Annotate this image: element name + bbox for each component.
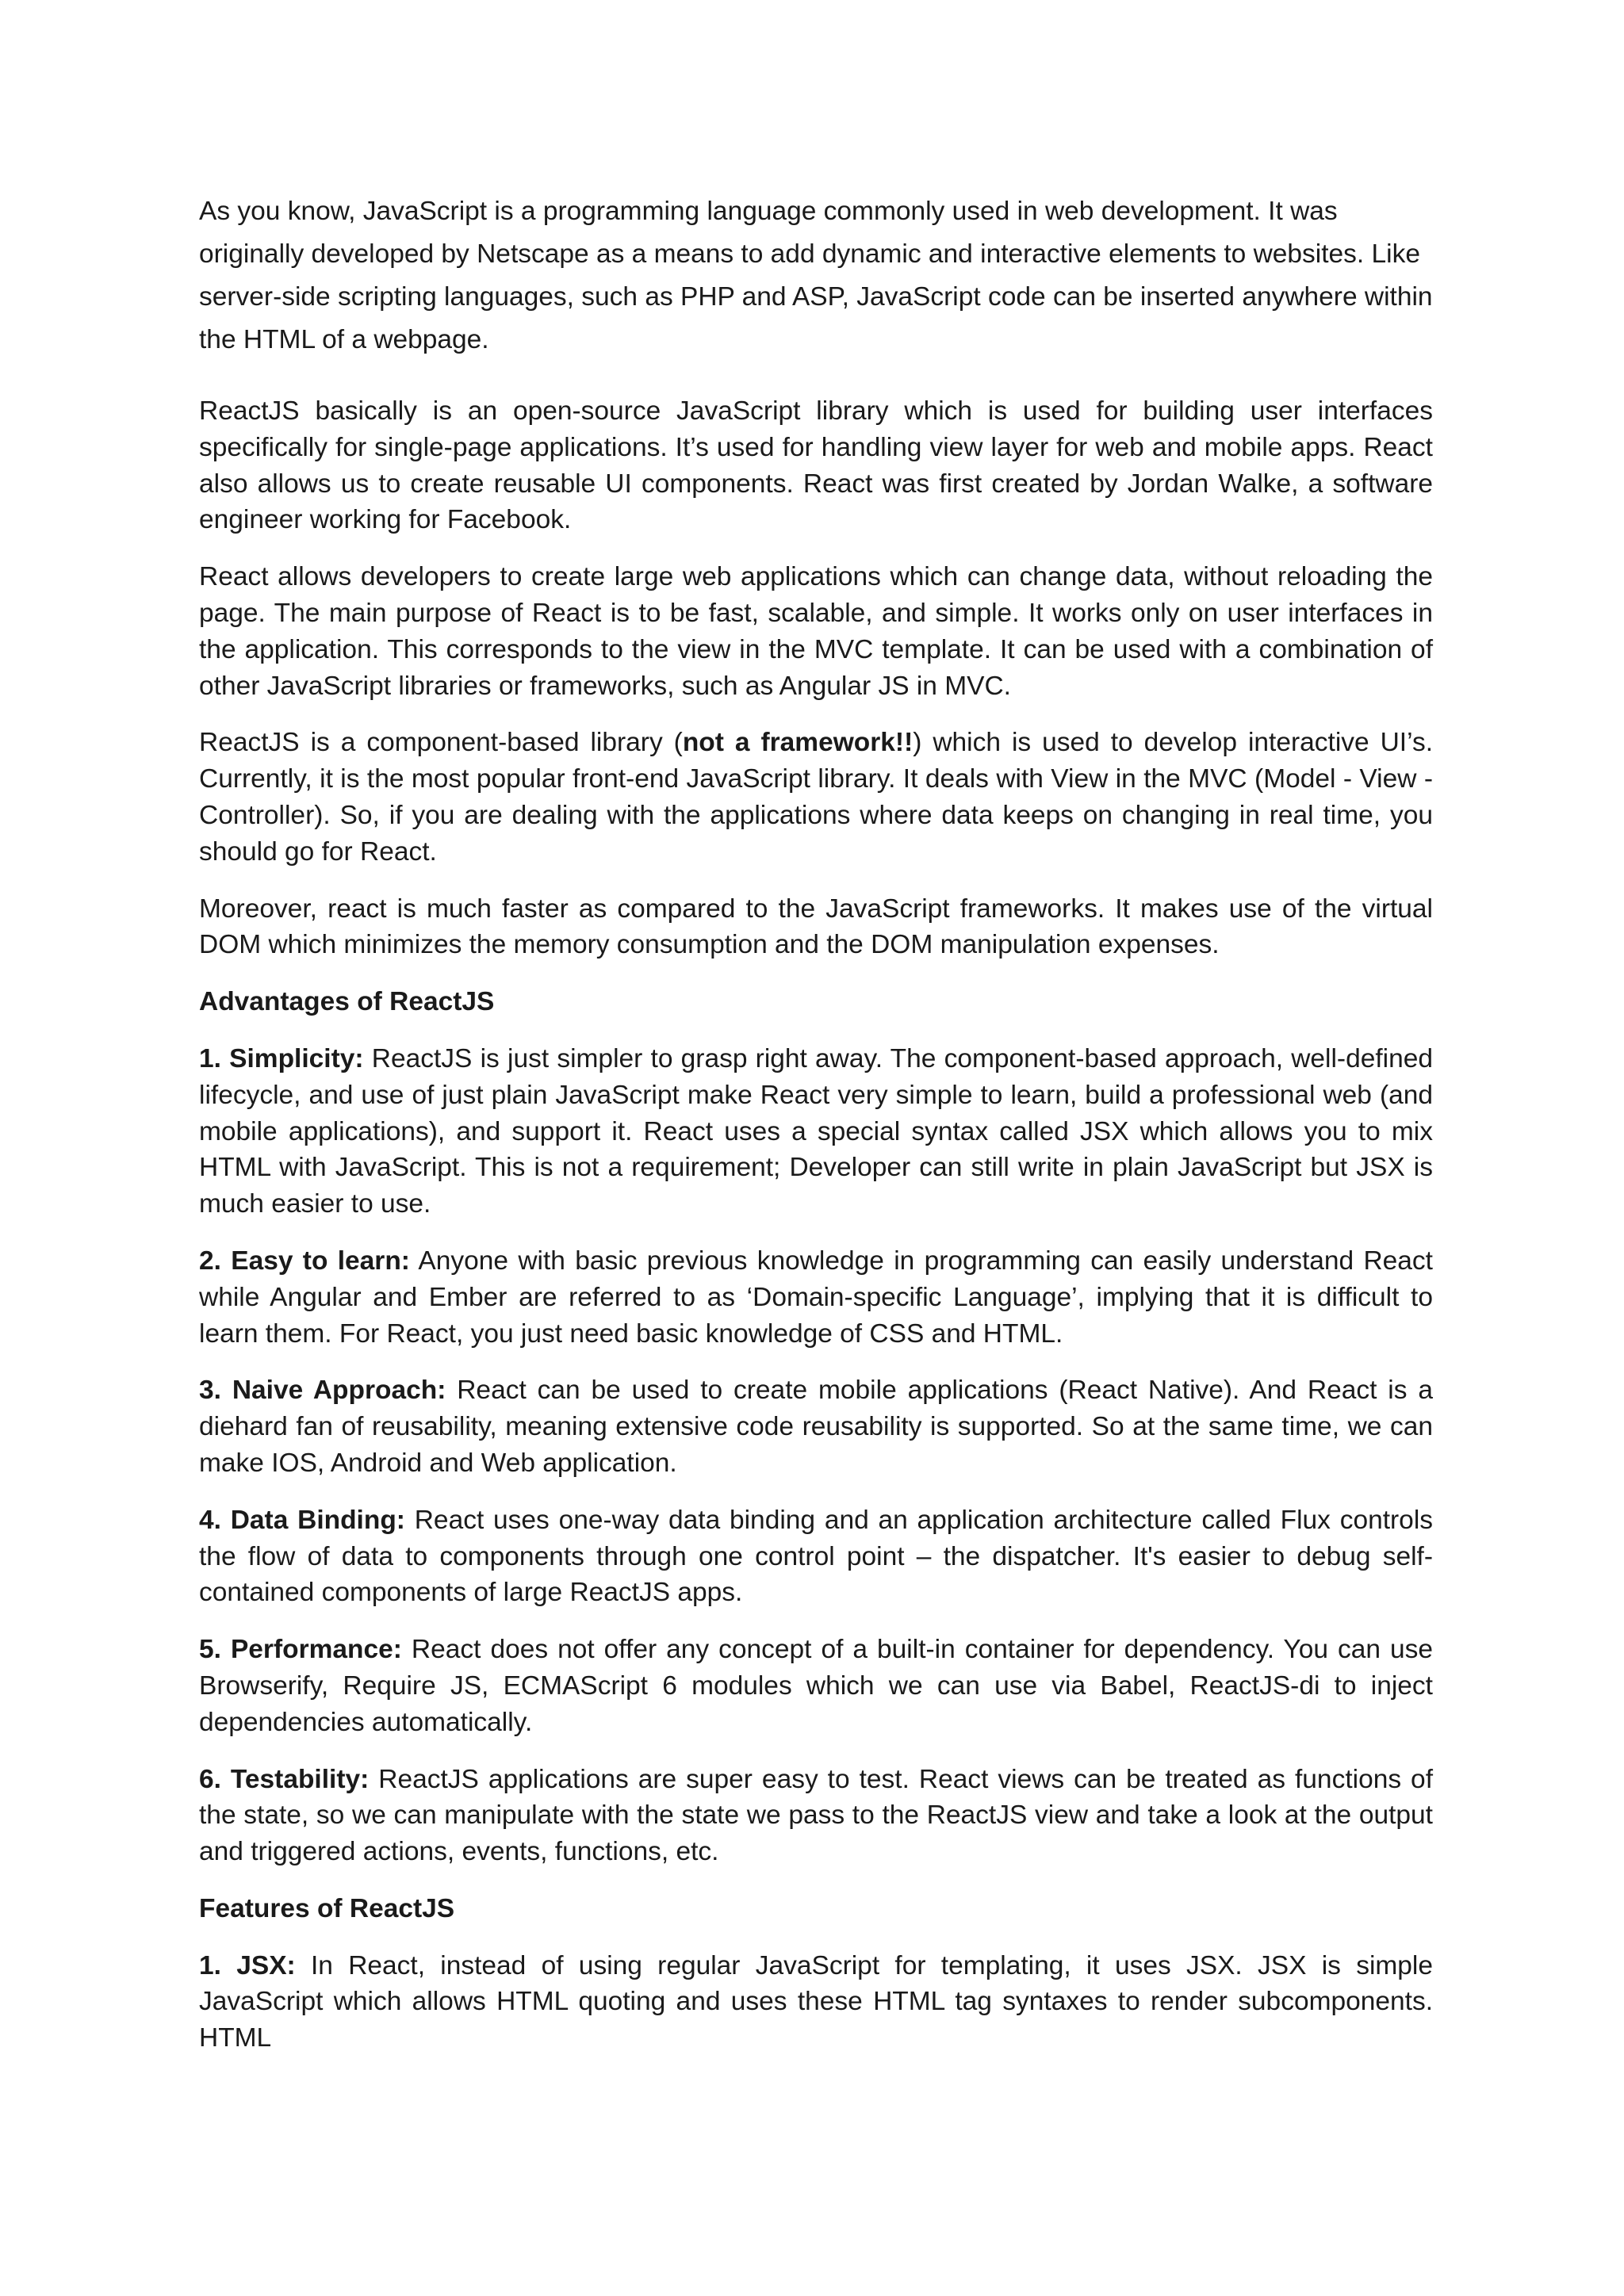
advantage-text: React uses one-way data binding and an application architecture called Flux controls the flow of data to components through one control point – the dispatcher. It's easier to debug self-contained components of large ReactJS apps. (199, 1505, 1434, 1608)
advantage-text: ReactJS is just simpler to grasp right away. The component-based approach, well-defined lifecycle, and use of just plain JavaScript make React very simple to learn, build a professional web (and mobile applications), and support it. React uses a special syntax called JSX which allows you to mix HTML with JavaScript. This is not a requirement; Developer can still write in plain JavaScript but JSX is much easier to use. (199, 1043, 1433, 1219)
document-page (199, 190, 1433, 2077)
advantage-label: 6. Testability: (199, 1764, 370, 1794)
component-library-text-after: ) which is used to develop interactive UI’s. Currently, it is the most popular front-end JavaScript library. It deals with View in the MVC (Model - View - Controller). So, if you are dealing with the applications where data keeps on changing in real time, you should go for React. (199, 728, 1434, 867)
feature-jsx (199, 1948, 1433, 2057)
advantage-text: ReactJS applications are super easy to test. React views can be treated as functions of the state, so we can manipulate with the state we pass to the ReactJS view and take a look at the output and triggered actions, events, functions, etc. (199, 1764, 1433, 1867)
advantage-label: 4. Data Binding: (199, 1505, 405, 1535)
advantage-label: 5. Performance: (199, 1635, 402, 1665)
advantage-label: 1. Simplicity: (199, 1043, 364, 1073)
advantage-easy-to-learn (199, 1243, 1433, 1352)
advantage-testability (199, 1762, 1433, 1870)
advantage-data-binding (199, 1502, 1433, 1611)
advantage-performance (199, 1632, 1433, 1740)
not-a-framework-emphasis: not a framework!! (682, 728, 914, 758)
feature-label: 1. JSX: (199, 1950, 296, 1980)
advantage-text: Anyone with basic previous knowledge in programming can easily understand React while Angular and Ember are referred to as ‘Domain-specific Language’, implying that it is difficult to learn them. For React, you just need basic knowledge of CSS and HTML. (199, 1246, 1433, 1349)
component-library-paragraph (199, 725, 1433, 870)
features-heading: Features of ReactJS (199, 1893, 455, 1923)
react-purpose-paragraph: React allows developers to create large web applications which can change data, without reloading the page. The main purpose of React is to be fast, scalable, and simple. It works only on user interfaces in the application. This corresponds to the view in the MVC template. It can be used with a combination of other JavaScript libraries or frameworks, such as Angular JS in MVC. (199, 562, 1433, 701)
feature-text: In React, instead of using regular JavaScript for templating, it uses JSX. JSX is simple JavaScript which allows HTML quoting and uses these HTML tag syntaxes to render subcomponents. HTML (199, 1950, 1433, 2053)
intro-paragraph: As you know, JavaScript is a programming language commonly used in web development. It was originally developed by Netscape as a means to add dynamic and interactive elements to websites. Like server-side scripting languages, such as PHP and ASP, JavaScript code can be inserted anywhere within the HTML of a webpage. (199, 197, 1433, 354)
advantage-simplicity (199, 1041, 1433, 1223)
reactjs-definition-paragraph: ReactJS basically is an open-source JavaScript library which is used for building user interfaces specifically for single-page applications. It’s used for handling view layer for web and mobile apps. React also allows us to create reusable UI components. React was first created by Jordan Walke, a software engineer working for Facebook. (199, 396, 1433, 535)
advantages-heading: Advantages of ReactJS (199, 987, 495, 1017)
advantage-text: React does not offer any concept of a built-in container for dependency. You can use Browserify, Require JS, ECMAScript 6 modules which we can use via Babel, ReactJS-di to inject dependencies automatically. (199, 1635, 1433, 1737)
advantage-label: 3. Naive Approach: (199, 1376, 446, 1406)
component-library-text-before: ReactJS is a component-based library ( (199, 728, 683, 758)
advantage-text: React can be used to create mobile applications (React Native). And React is a diehard fan of reusability, meaning extensive code reusability is supported. So at the same time, we can make IOS, Android and Web application. (199, 1376, 1433, 1478)
virtual-dom-paragraph: Moreover, react is much faster as compared to the JavaScript frameworks. It makes use of the virtual DOM which minimizes the memory consumption and the DOM manipulation expenses. (199, 894, 1433, 960)
advantage-label: 2. Easy to learn: (199, 1246, 410, 1276)
advantage-naive-approach (199, 1372, 1433, 1481)
